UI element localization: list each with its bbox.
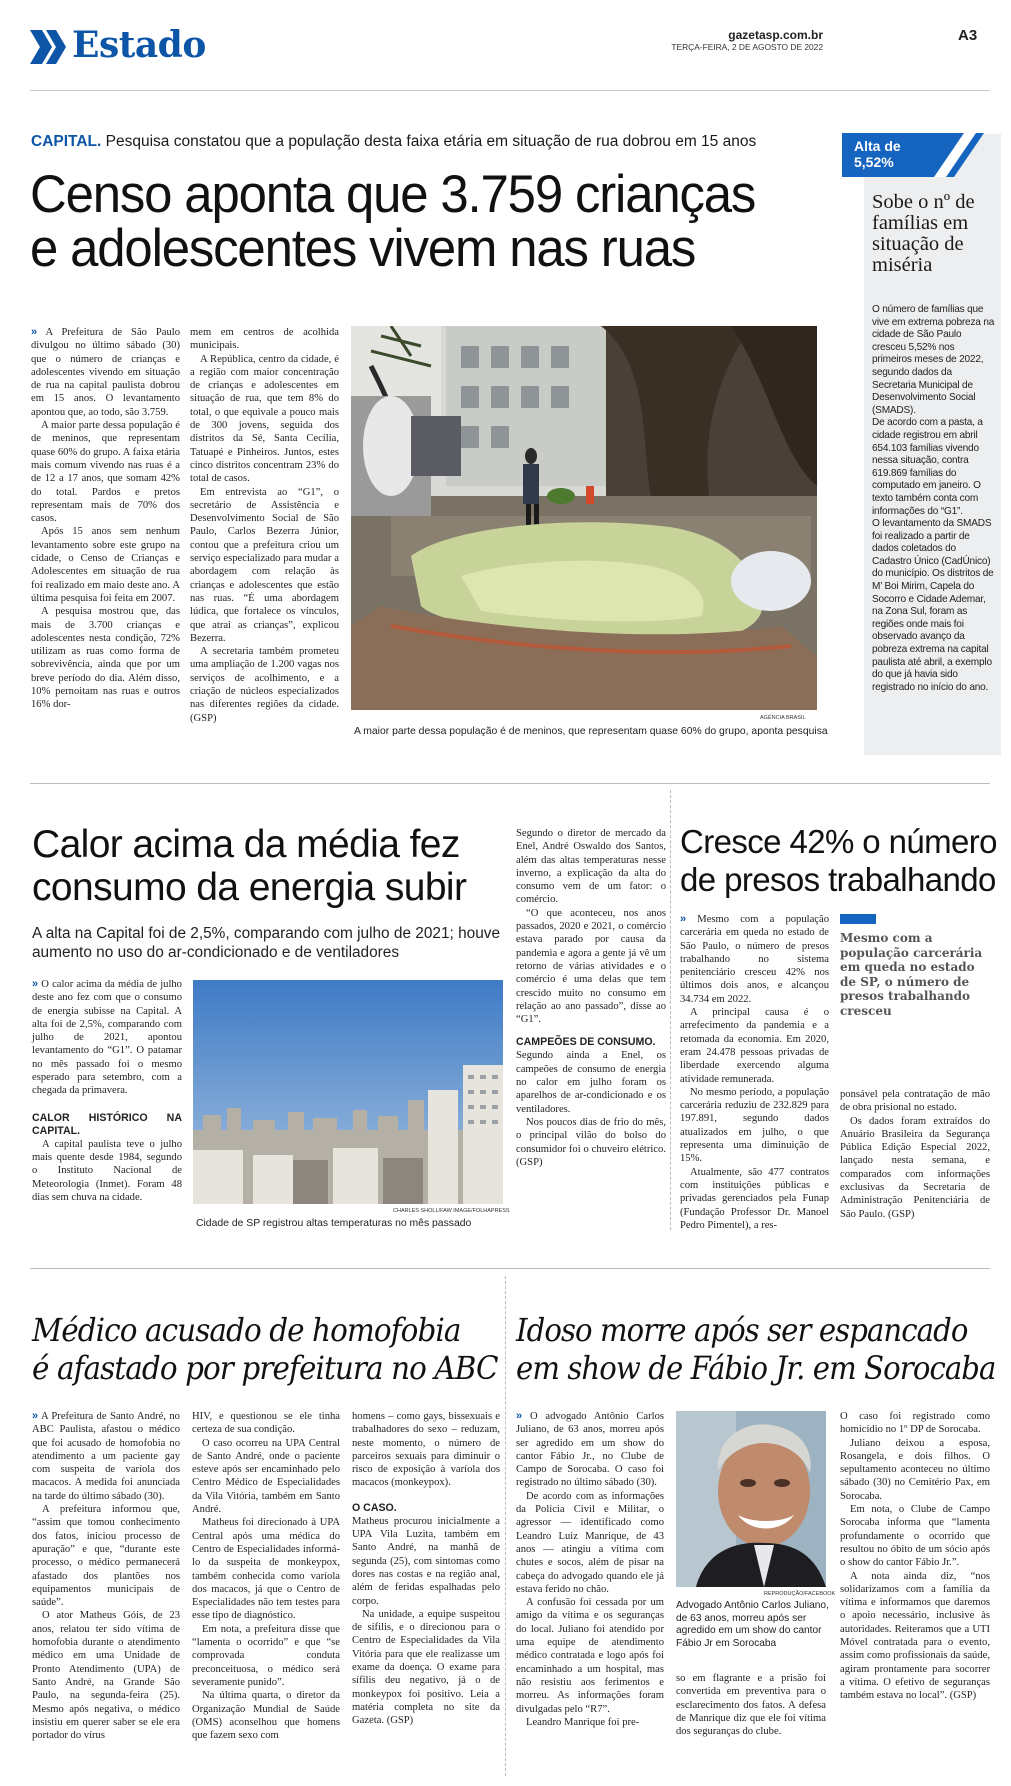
paragraph: Nos poucos dias de frio do mês, o principal vilão do bolso do consumidor foi o chuveiro elétrico. (GSP) [516, 1116, 666, 1168]
page-number: A3 [958, 27, 978, 44]
elder-headline-line2: em show de Fábio Jr. em Sorocaba [516, 1349, 996, 1387]
paragraph: HIV, e questionou se ele tinha certeza de sua condição. [192, 1411, 340, 1436]
paragraph: Mesmo com a população carcerária em queda no estado de São Paulo, o número de presos trabalhando no sistema penitenciário cresceu 42% nos últimos dois anos, e alcançou 34.734 em 2022. [680, 914, 829, 1005]
paragraph: “O que aconteceu, nos anos passados, 2020 e 2021, o comércio estava parado por causa da pandemia e agora a gente já vê um retorno de várias atividades e o comércio é uma delas que tem crescido muito no consumo em relação ao ano passado”, disse ao “G1”. [516, 907, 666, 1026]
tag-line1: Alta de [854, 138, 901, 154]
paragraph: A nota ainda diz, “nos solidarizamos com a família da vítima e informamos que daremos o apoio necessário, inclusive às autoridades. Reiteramos que a UTI Móvel contratada para o evento, assim como profissionais da saúde, agiram prontamente para socorrer a vítima. O efetivo de seguranças também estava no local”. (GSP) [840, 1570, 990, 1702]
top-story-photo [351, 326, 817, 710]
paragraph: A Prefeitura de São Paulo divulgou no último sábado (30) que o número de crianças e adolescentes vivendo em situação de rua na capital paulista dobrou em 15 anos. O levantamento apontou que, ao todo, são 3.759. [31, 327, 180, 418]
energy-headline [32, 823, 466, 909]
doctor-headline-line1: Médico acusado de homofobia [32, 1311, 461, 1349]
doctor-col3 [352, 1410, 500, 1728]
paragraph: Após 15 anos sem nenhum levantamento sobre este grupo na cidade, o Censo de Crianças e Adolescentes em situação de rua foi realizado em maio deste ano. A última pesquisa foi feita em 2007. [31, 526, 180, 604]
chevron-logo-icon [30, 30, 70, 64]
text-marker-icon: » [32, 1410, 39, 1422]
energy-subhead: CALOR HISTÓRICO NA CAPITAL. [32, 1111, 182, 1137]
energy-headline-line1: Calor acima da média fez [32, 823, 460, 866]
doctor-col1 [32, 1410, 180, 1742]
text-marker-icon: » [31, 326, 38, 338]
top-headline-line2: e adolescentes vivem nas ruas [30, 219, 696, 278]
paragraph: Matheus foi direcionado à UPA Central após uma médica do Centro de Especialidades informá-lo da suspeita de monkeypox, também conhecida como varíola dos macacos, já que o Centro de Especialidades não tem testes para esse tipo de diagnóstico. [192, 1517, 340, 1622]
paragraph: homens – como gays, bissexuais e trabalhadores do sexo – reduzam, neste momento, o número de parceiros sexuais para diminuir o risco de exposição à varíola dos macacos (monkeypox). [352, 1411, 500, 1489]
pull-quote-bar [840, 914, 876, 924]
paragraph: Em nota, a prefeitura disse que “lamenta o ocorrido” e que “se comprovada conduta preconceituosa, o médico será severamente punido”. [192, 1623, 340, 1688]
paragraph: Atualmente, são 477 contratos com instituições públicas e privadas gerenciados pela Funap (Fundação Professor Dr. Manoel Pedro Pimentel), a res- [680, 1166, 829, 1231]
prison-headline [680, 823, 997, 899]
paragraph: Segundo o diretor de mercado da Enel, André Oswaldo dos Santos, além das altas temperaturas nesse inverno, a explicação da alta do consumo vem de um fator: o comércio. [516, 828, 666, 906]
paragraph: O calor acima da média de julho deste ano fez com que o consumo de energia subisse na Capital. A alta foi de 2,5%, comparando com julho de 2021, apontou levantamento do “G1”. O patamar no mês passado foi o mesmo esperado para setembro, com a chegada da primavera. [32, 979, 182, 1097]
elder-headline-line1: Idoso morre após ser espancado [516, 1311, 968, 1349]
energy-col3 [516, 827, 666, 1169]
paragraph: O caso ocorreu na UPA Central de Santo André, onde o paciente esteve após ser encaminhado pelo Centro Médico de Especialidades da Vila Vitória, também em Santo André. [192, 1437, 340, 1516]
street-scene-photo [351, 326, 817, 710]
paragraph: De acordo com as informações da Polícia Civil e Militar, o agressor — identificado como Leandro Luiz Manrique, de 43 anos — atingiu a vítima com chutes e socos, além de pisar na cabeça do advogado quando ele já estava ferido no chão. [516, 1490, 664, 1595]
sidebar-tag [842, 133, 984, 177]
energy-subhead-2: CAMPEÕES DE CONSUMO. [516, 1036, 656, 1049]
paragraph: mem em centros de acolhida municipais. [190, 327, 339, 352]
paragraph: Leandro Manrique foi pre- [526, 1716, 640, 1728]
kicker-label: CAPITAL. [31, 133, 102, 150]
prison-headline-line2: de presos trabalhando [680, 861, 996, 898]
pull-quote: Mesmo com a população carcerária em queda no estado de SP, o número de presos trabalhando cresceu [840, 931, 983, 1018]
energy-photo-credit: CHARLES SHOLL/FAW IMAGE/FOLHAPRESS [393, 1208, 510, 1214]
paragraph: ponsável pela contratação de mão de obra prisional no estado. [840, 1089, 990, 1114]
paragraph: A maior parte dessa população é de meninos, que representam quase 60% do grupo. A faixa etária mais comum vivendo nas ruas é a de 12 a 17 anos, que somam 42% do total. Pardos e pretos representam mais de 70% dos casos. [31, 420, 180, 525]
text-marker-icon: » [516, 1410, 523, 1422]
energy-col1 [32, 978, 182, 1204]
top-photo-credit: AGÊNCIA BRASIL [760, 715, 806, 721]
paragraph: No mesmo período, a população carcerária reduziu de 232.829 para 197.891, segundo dados atualizados em julho, o que representa uma diminuição de 15%. [680, 1086, 829, 1165]
text-marker-icon: » [32, 978, 39, 990]
elder-col2 [676, 1672, 826, 1738]
prison-col1 [680, 913, 829, 1232]
paragraph: A pesquisa mostrou que, das mais de 3.700 crianças e adolescentes nesta condição, 72% utilizam as ruas como forma de sobrevivência, ainda que por um breve período do dia. Além disso, 10% pernoitam nas ruas e outros 16% dor- [31, 606, 180, 711]
paragraph: A prefeitura informou que, “assim que tomou conhecimento dos fatos, iniciou processo de apuração” e que, “durante este processo, o médico permanecerá afastado dos plantões nos equipamentos municipais de saúde”. [32, 1504, 180, 1609]
prison-headline-line1: Cresce 42% o número [680, 823, 997, 860]
paragraph: Os dados foram extraídos do Anuário Brasileira da Segurança Pública Edição Especial 2022, lançado nesta semana, e comparados com informações exclusivas da Secretaria de Administração Penitenciária de São Paulo. (GSP) [840, 1115, 990, 1220]
column-divider [505, 1276, 506, 1776]
elder-photo-caption: Advogado Antônio Carlos Juliano, de 63 anos, morreu após ser agredido em um show do cantor Fábio Jr em Sorocaba [676, 1600, 829, 1650]
header-divider [30, 90, 990, 91]
portrait-photo [676, 1411, 826, 1587]
doctor-headline-line2: é afastado por prefeitura no ABC [32, 1349, 498, 1387]
paragraph: O advogado Antônio Carlos Juliano, de 63 anos, morreu após ser agredido em um show do cantor Fábio Jr., no Clube de Campo de Sorocaba. O caso foi registrado no último sábado (30). [516, 1411, 664, 1489]
paragraph: O caso foi registrado como homicídio no 1º DP de Sorocaba. [840, 1411, 990, 1436]
column-divider [670, 790, 671, 1230]
top-story-col2 [190, 326, 339, 725]
top-photo-caption: A maior parte dessa população é de meninos, que representam quase 60% do grupo, aponta pesquisa [354, 726, 828, 737]
doctor-col2 [192, 1410, 340, 1742]
energy-photo-caption: Cidade de SP registrou altas temperaturas no mês passado [196, 1218, 472, 1229]
elder-photo-credit: REPRODUÇÃO/FACEBOOK [764, 1591, 836, 1597]
section-title: Estado [72, 24, 206, 66]
paragraph: O levantamento da SMADS foi realizado a partir de dados coletados do Cadastro Único (CadÚnico) do município. Os distritos de M’ Boi Mirim, Capela do Socorro e Cidade Ademar, na Zona Sul, foram as regiões onde mais foi observado avanço da pobreza extrema na capital paulista até abril, a exemplo do que já havia sido registrado no início do ano. [872, 518, 994, 693]
top-headline [30, 165, 756, 278]
top-headline-line1: Censo aponta que 3.759 crianças [30, 165, 756, 224]
paragraph: A República, centro da cidade, é a região com maior concentração de crianças e adolescentes em situação de rua, que tem 8% do total, o que equivale a pouco mais de 300 jovens, seguida dos distritos da Sé, Santa Cecília, Tatuapé e Pinheiros. Juntos, estes cinco distritos concentram 23% do total de casos. [190, 353, 339, 485]
prison-col2 [840, 1088, 990, 1221]
doctor-headline [32, 1311, 498, 1387]
paragraph: A principal causa é o arrefecimento da pandemia e a retomada da economia. Em 2020, eram 24.478 pessoas privadas de liberdade exercendo alguma atividade remunerada. [680, 1007, 829, 1085]
energy-photo [193, 980, 503, 1204]
city-skyline-photo [193, 980, 503, 1204]
paragraph: Na última quarta, o diretor da Organização Mundial de Saúde (OMS) aconselhou que homens que fazem sexo com [192, 1690, 340, 1742]
energy-headline-line2: consumo da energia subir [32, 866, 467, 909]
paragraph: Juliano deixou a esposa, Rosangela, e dois filhos. O sepultamento aconteceu no último sábado (30) no Cemitério Pax, em Sorocaba. [840, 1437, 990, 1502]
paragraph: O ator Matheus Góis, de 23 anos, relatou ter sido vítima de homofobia durante o atendimento médico em uma Unidade de Pronto Atendimento (UPA) de Santo André, na Grande São Paulo, na segunda-feira (25). Mesmo após negativa, o médico insistiu em querer saber se ele era portador do vírus [32, 1610, 180, 1742]
elder-col1 [516, 1410, 664, 1729]
site-url[interactable]: gazetasp.com.br [728, 28, 823, 42]
doctor-subhead: O CASO. [352, 1501, 397, 1514]
issue-date: TERÇA-FEIRA, 2 DE AGOSTO DE 2022 [671, 42, 823, 52]
paragraph: A confusão foi cessada por um amigo da vítima e os seguranças do local. Juliano foi atendido por uma equipe de atendimento médico contratada e logo após foi encaminhado a um hospital, mas não resistiu aos ferimentos e morreu. As informações foram divulgadas pelo “R7”. [516, 1597, 664, 1715]
paragraph: Em nota, o Clube de Campo Sorocaba informa que “lamenta profundamente o ocorrido que resultou no óbito de um sócio após o show do cantor Fábio Jr.”. [840, 1504, 990, 1569]
paragraph: Matheus procurou inicialmente a UPA Vila Luzita, também em Santo André, na manhã de segunda (25), com sintomas como dores nas costas e na região anal, além de feridas espalhadas pelo corpo. [352, 1515, 500, 1607]
paragraph: so em flagrante e a prisão foi convertida em preventiva para o esclarecimento dos fatos. A defesa de Manrique diz que ele foi vítima dos seguranças do clube. [676, 1673, 826, 1738]
top-story-col1 [31, 326, 180, 712]
paragraph: A secretaria também prometeu uma ampliação de 1.200 vagas nos serviços de acolhimento, e a criação de núcleos especializados nas diferentes regiões da cidade. (GSP) [190, 646, 339, 724]
kicker-line [31, 133, 756, 151]
elder-col3 [840, 1410, 990, 1703]
paragraph: Na unidade, a equipe suspeitou de sífilis, e o direcionou para o Centro de Especialidades da Vila Vitória para que ele realizasse um exame da doença. O exame para sífilis deu negativo, já o de monkeypox foi positivo. Leia a matéria completa no site da Gazeta. (GSP) [352, 1608, 500, 1727]
sidebar-title: Sobe o nº de famílias em situação de miséria [872, 191, 975, 276]
paragraph: A Prefeitura de Santo André, no ABC Paulista, afastou o médico que foi acusado de homofobia no atendimento a um paciente gay com suspeita de varíola dos macacos. A medida foi anunciada na tarde do último sábado (30). [32, 1411, 180, 1502]
elder-photo [676, 1411, 826, 1587]
masthead-logo [30, 26, 270, 70]
paragraph: Em entrevista ao “G1”, o secretário de Assistência e Desenvolvimento Social de São Paulo, Carlos Bezerra Júnior, contou que a prefeitura criou um serviço especializado para mudar a abordagem com relação às crianças e adolescentes que estão nas ruas. “É uma abordagem lúdica, que fortalece os vínculos, que atrai as crianças”, explicou Bezerra. [190, 486, 339, 644]
energy-deck: A alta na Capital foi de 2,5%, comparando com julho de 2021; houve aumento no uso do ar-condicionado e de ventiladores [32, 925, 501, 961]
kicker-text: Pesquisa constatou que a população desta faixa etária em situação de rua dobrou em 15 anos [105, 133, 757, 150]
text-marker-icon: » [680, 913, 687, 925]
elder-headline [516, 1311, 995, 1387]
tag-line2: 5,52% [854, 154, 894, 170]
sidebar-text [872, 304, 996, 694]
paragraph: Segundo ainda a Enel, os campeões de consumo de energia no calor em julho foram os aparelhos de ar-condicionado e os ventiladores. [516, 1050, 666, 1115]
section-divider-1 [30, 783, 990, 784]
paragraph: A capital paulista teve o julho mais quente desde 1984, segundo o Instituto Nacional de Meteorologia (Inmet). Foram 48 dias sem chuva na cidade. [32, 1138, 182, 1203]
section-divider-2 [30, 1268, 990, 1269]
paragraph: O número de famílias que vive em extrema pobreza na cidade de São Paulo cresceu 5,52% nos primeiros meses de 2022, segundo dados da Secretaria Municipal de Desenvolvimento Social (SMADS). [872, 304, 995, 416]
paragraph: De acordo com a pasta, a cidade registrou em abril 654.103 famílias vivendo nessa situação, contra 619.869 famílias do computado em janeiro. O texto também conta com informações do “G1”. [872, 417, 983, 517]
